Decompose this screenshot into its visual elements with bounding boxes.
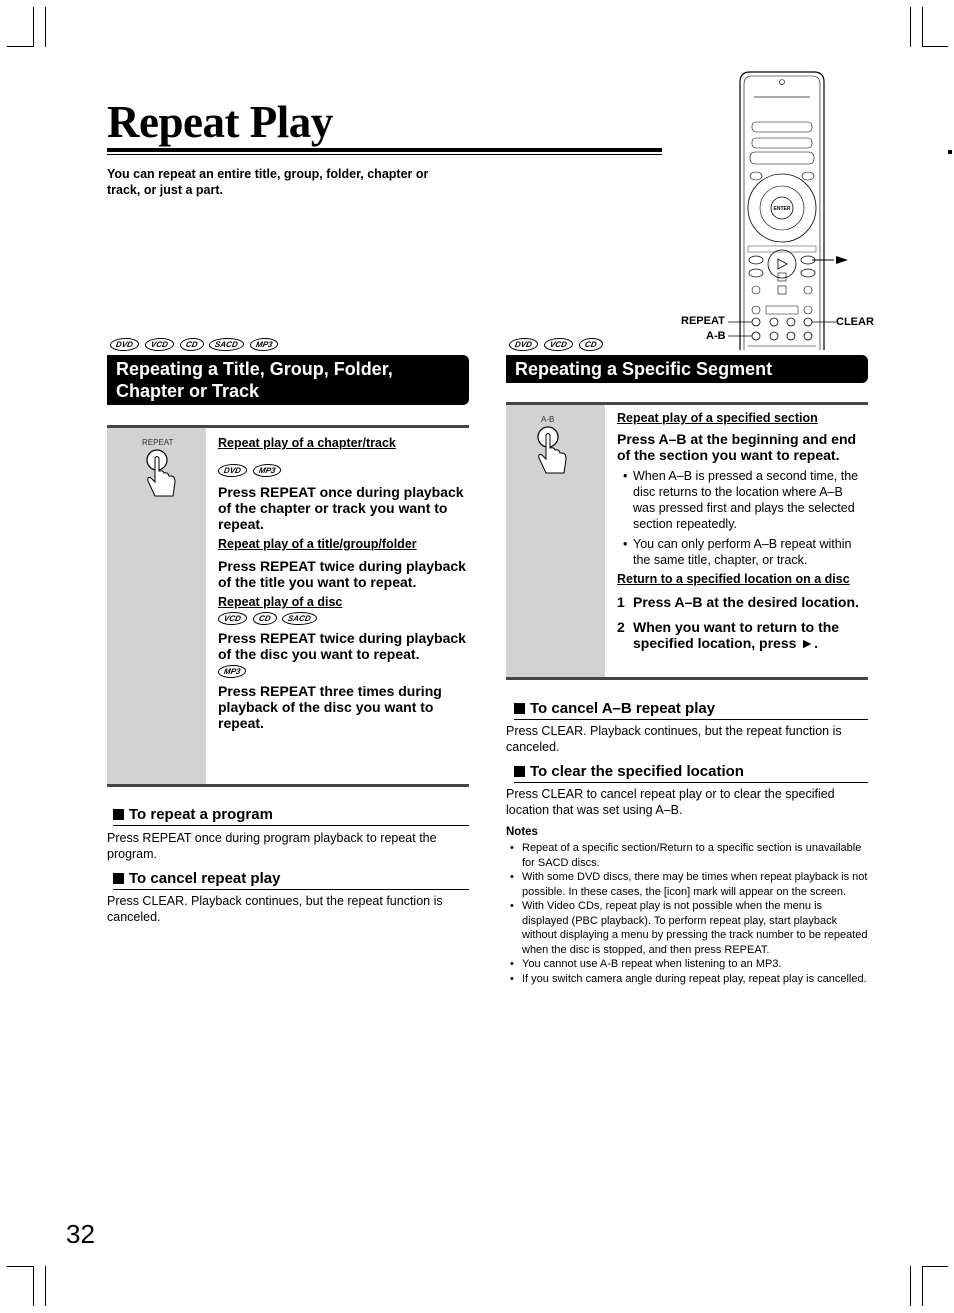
button-illustration-column bbox=[506, 405, 605, 677]
specified-section-step: Press A–B at the beginning and end of the section you want to repeat. bbox=[617, 431, 857, 463]
left-instruction-panel bbox=[107, 425, 469, 787]
disc-badge: MP3 bbox=[249, 338, 280, 351]
right-disc-badges bbox=[509, 338, 602, 351]
left-section-header bbox=[107, 355, 469, 405]
square-bullet-icon bbox=[514, 766, 525, 777]
crop-mark bbox=[45, 7, 46, 47]
disc-badge: SACD bbox=[281, 612, 318, 625]
disc-badge: MP3 bbox=[252, 464, 283, 477]
right-steps bbox=[605, 405, 868, 677]
title-rule-thin bbox=[107, 154, 662, 155]
disc-badges bbox=[218, 612, 469, 625]
note-item: • Repeat of a specific section/Return to a specific section is unavailable for SACD discs. bbox=[506, 841, 868, 870]
left-steps bbox=[206, 428, 469, 784]
hand-pressing-icon bbox=[536, 425, 570, 481]
title-group-heading: Repeat play of a title/group/folder bbox=[218, 537, 417, 551]
edge-mark bbox=[948, 150, 952, 154]
note-item: • You cannot use A-B repeat when listening to an MP3. bbox=[506, 957, 868, 972]
repeat-program-title: To repeat a program bbox=[129, 806, 273, 823]
return-step-2 bbox=[617, 619, 868, 651]
ab-bullet: • When A–B is pressed a second time, the disc returns to the location where A–B was pressed first and plays the selected section repeatedly. bbox=[617, 468, 868, 532]
ab-button-label: A-B bbox=[541, 415, 555, 424]
enter-label: ENTER bbox=[773, 206, 791, 212]
crop-mark bbox=[7, 46, 33, 47]
disc-badge: CD bbox=[578, 338, 604, 351]
step-text: When you want to return to the specified location, press ►. bbox=[633, 619, 840, 651]
mp3-badges bbox=[218, 665, 469, 678]
disc-badge: CD bbox=[252, 612, 278, 625]
step-number: 2 bbox=[617, 619, 625, 635]
crop-mark bbox=[922, 1266, 923, 1306]
disc-badge: DVD bbox=[109, 338, 140, 351]
disc-step: Press REPEAT twice during playback of the disc you want to repeat. bbox=[218, 630, 466, 662]
note-item: • With Video CDs, repeat play is not possible when the menu is displayed (PBC playback). To perform repeat play, start playback without displaying a menu by pressing the track number to be repeated when the disc is stopped, and then press REPEAT. bbox=[506, 899, 868, 957]
page-title: Repeat Play bbox=[107, 97, 333, 147]
disc-badge: MP3 bbox=[217, 665, 248, 678]
ab-bullet: • You can only perform A–B repeat within the same title, chapter, or track. bbox=[617, 536, 868, 568]
chapter-track-heading: Repeat play of a chapter/track bbox=[218, 436, 396, 450]
cancel-ab-heading bbox=[514, 700, 868, 720]
repeat-button-label: REPEAT bbox=[142, 438, 174, 447]
crop-mark bbox=[45, 1266, 46, 1306]
crop-mark bbox=[922, 46, 948, 47]
title-step: Press REPEAT twice during playback of the title you want to repeat. bbox=[218, 558, 466, 590]
button-illustration-column bbox=[107, 428, 206, 784]
notes-heading: Notes bbox=[506, 826, 538, 838]
hand-pressing-icon bbox=[145, 448, 179, 504]
remote-repeat-callout: REPEAT bbox=[681, 315, 725, 327]
cancel-ab-title: To cancel A–B repeat play bbox=[530, 700, 716, 717]
notes-list bbox=[506, 841, 868, 986]
specified-section-heading: Repeat play of a specified section bbox=[617, 411, 818, 425]
cancel-repeat-title: To cancel repeat play bbox=[129, 870, 281, 887]
square-bullet-icon bbox=[514, 703, 525, 714]
crop-mark bbox=[922, 7, 923, 47]
right-instruction-panel bbox=[506, 402, 868, 680]
left-section-title: Repeating a Title, Group, Folder, Chapter or Track bbox=[116, 359, 393, 401]
repeat-program-heading bbox=[113, 806, 469, 826]
square-bullet-icon bbox=[113, 873, 124, 884]
crop-mark bbox=[922, 1266, 948, 1267]
disc-badge: CD bbox=[179, 338, 205, 351]
clear-location-heading bbox=[514, 763, 868, 783]
return-location-heading: Return to a specified location on a disc bbox=[617, 572, 850, 586]
title-rule bbox=[107, 148, 662, 152]
disc-badge: VCD bbox=[144, 338, 175, 351]
crop-mark bbox=[7, 1266, 33, 1267]
cancel-repeat-heading bbox=[113, 870, 469, 890]
step-text: Press A–B at the desired location. bbox=[633, 594, 859, 610]
disc-heading: Repeat play of a disc bbox=[218, 595, 343, 609]
left-disc-badges bbox=[110, 338, 278, 351]
clear-location-text: Press CLEAR to cancel repeat play or to clear the specified location that was set using A–B. bbox=[506, 787, 835, 817]
mp3-step: Press REPEAT three times during playback of the disc you want to repeat. bbox=[218, 683, 442, 731]
right-section-header bbox=[506, 355, 868, 383]
repeat-program-text: Press REPEAT once during program playback to repeat the program. bbox=[107, 831, 437, 861]
square-bullet-icon bbox=[113, 809, 124, 820]
crop-mark bbox=[910, 7, 911, 47]
note-item: • If you switch camera angle during repeat play, repeat play is cancelled. bbox=[506, 972, 868, 987]
disc-badge: SACD bbox=[208, 338, 245, 351]
return-step-1 bbox=[617, 594, 868, 610]
disc-badge: DVD bbox=[217, 464, 248, 477]
step-number: 1 bbox=[617, 594, 625, 610]
disc-badge: VCD bbox=[217, 612, 248, 625]
crop-mark bbox=[910, 1266, 911, 1306]
clear-location-title: To clear the specified location bbox=[530, 763, 744, 780]
note-item: • With some DVD discs, there may be times when repeat playback is not possible. In these cases, the [icon] mark will appear on the screen. bbox=[506, 870, 868, 899]
right-section-title: Repeating a Specific Segment bbox=[515, 359, 773, 379]
cancel-repeat-text: Press CLEAR. Playback continues, but the repeat function is canceled. bbox=[107, 894, 443, 924]
intro-text: You can repeat an entire title, group, folder, chapter or track, or just a part. bbox=[107, 167, 429, 197]
disc-badge: DVD bbox=[508, 338, 539, 351]
disc-badge: VCD bbox=[543, 338, 574, 351]
crop-mark bbox=[33, 1266, 34, 1306]
page-number: 32 bbox=[66, 1219, 95, 1249]
crop-mark bbox=[33, 7, 34, 47]
cancel-ab-text: Press CLEAR. Playback continues, but the repeat function is canceled. bbox=[506, 724, 842, 754]
chapter-step: Press REPEAT once during playback of the chapter or track you want to repeat. bbox=[218, 484, 464, 532]
remote-clear-callout: CLEAR bbox=[836, 316, 874, 328]
remote-control-illustration bbox=[676, 68, 886, 350]
chapter-badges bbox=[218, 464, 469, 477]
remote-ab-callout: A-B bbox=[706, 330, 726, 342]
